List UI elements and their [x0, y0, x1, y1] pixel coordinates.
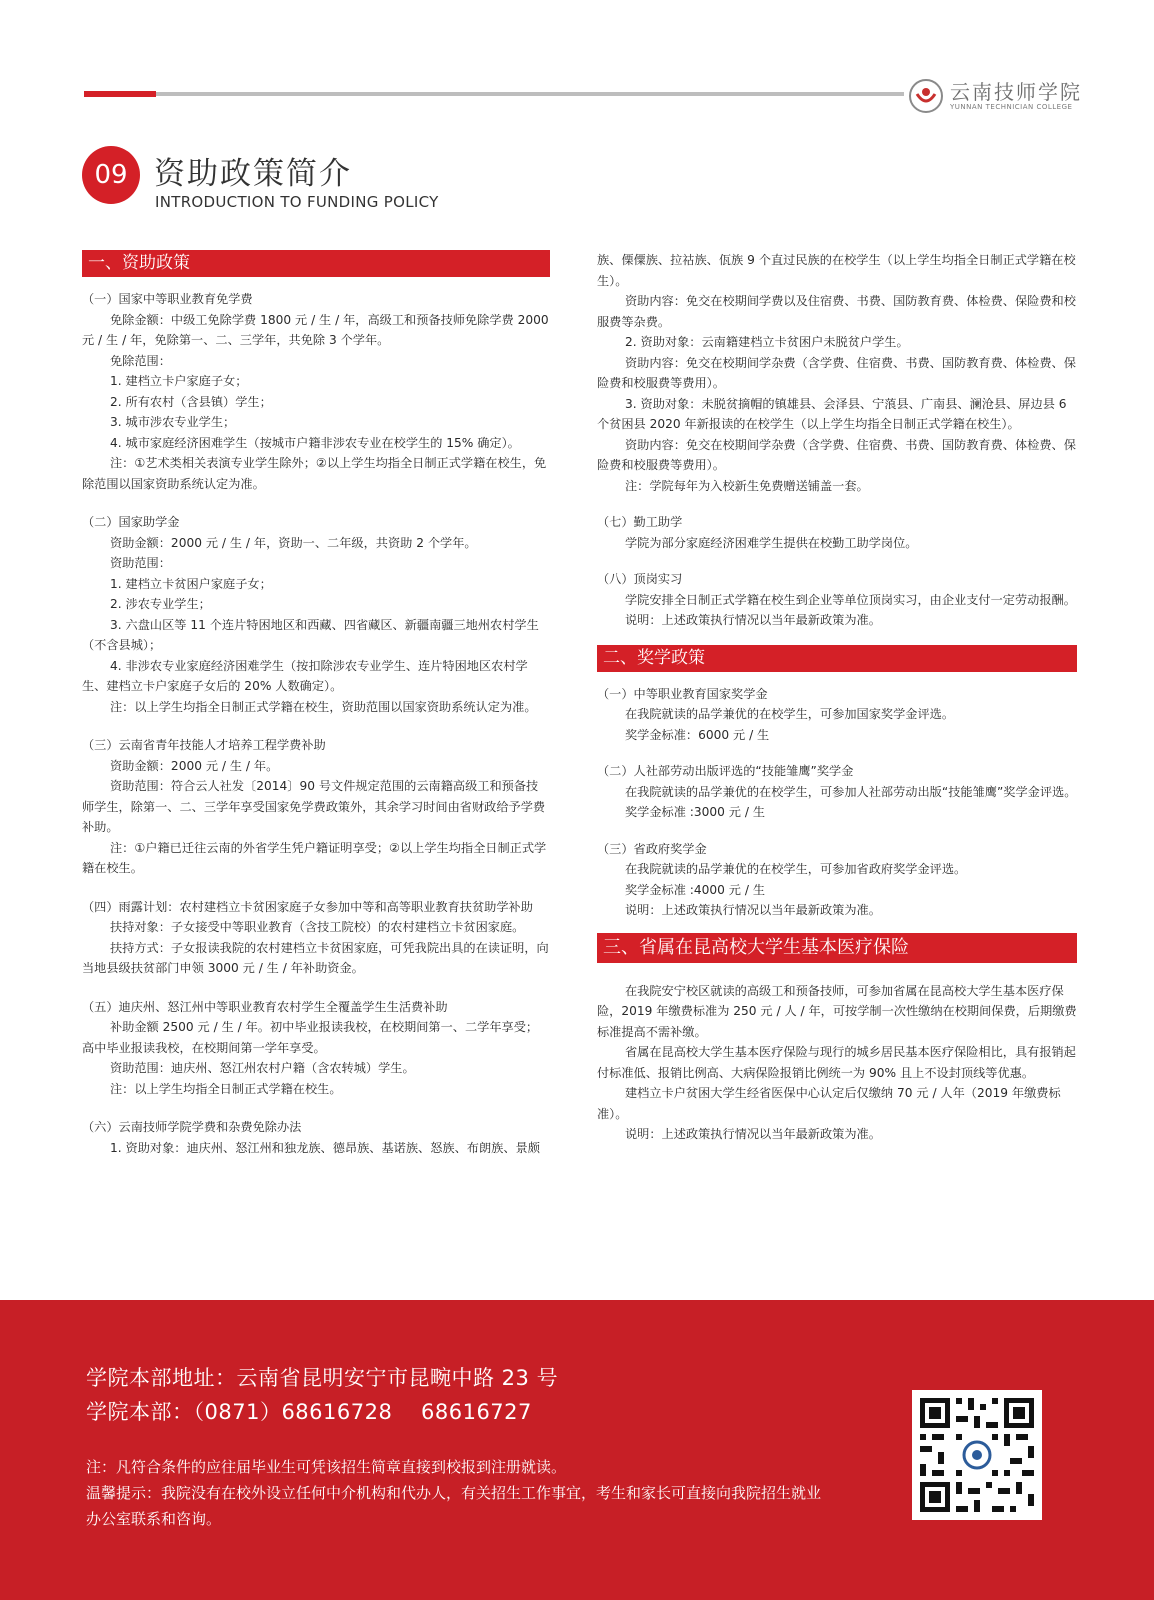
header-accent-bar [84, 91, 156, 97]
scholarship-amount: 奖学金标准 :3000 元 / 生 [625, 805, 766, 819]
policy-note: 注：①艺术类相关表演专业学生除外；②以上学生均指全日制正式学籍在校生，免除范围以国家资助系统认定为准。 [82, 456, 547, 491]
policy-text: 扶持对象：子女接受中等职业教育（含技工院校）的农村建档立卡贫困家庭。 [110, 920, 525, 934]
policy-block-2 [82, 512, 550, 717]
scholarship-text: 在我院就读的品学兼优的在校学生，可参加省政府奖学金评选。 [625, 862, 967, 876]
policy-text: 资助内容：免交在校期间学杂费（含学费、住宿费、书费、国防教育费、体检费、保险费和校服费等费用）。 [597, 437, 1076, 472]
scholarship-block-1 [597, 684, 1077, 746]
policy-text: 扶持方式：子女报读我院的农村建档立卡贫困家庭，可凭我院出具的在读证明，向当地县级扶贫部门申领 3000 元 / 生 / 年补助资金。 [82, 940, 549, 975]
policy-text: 免除范围： [110, 353, 171, 368]
policy-block-4 [82, 897, 550, 979]
policy-text: 3. 六盘山区等 11 个连片特困地区和西藏、四省藏区、新疆南疆三地州农村学生（不含县城）； [82, 617, 539, 652]
section-heading-funding: 一、资助政策 [82, 250, 550, 277]
policy-block-1 [82, 289, 550, 494]
policy-block-3 [82, 735, 550, 879]
scholarship-amount: 奖学金标准：6000 元 / 生 [625, 727, 770, 742]
scholarship-text: 在我院就读的品学兼优的在校学生，可参加人社部劳动出版“技能雏鹰”奖学金评选。 [625, 784, 1077, 799]
scholarship-note: 说明：上述政策执行情况以当年最新政策为准。 [625, 903, 881, 917]
policy-text: 1. 资助对象：迪庆州、怒江州和独龙族、德昂族、基诺族、怒族、布朗族、景颇 [110, 1140, 540, 1155]
policy-text: 1. 建档立卡贫困户家庭子女； [110, 576, 272, 591]
policy-title: （八）顶岗实习 [597, 572, 683, 586]
policy-title: （三）云南省青年技能人才培养工程学费补助 [82, 738, 326, 752]
policy-text: 2. 涉农专业学生； [110, 597, 211, 611]
warm-reminder: 温馨提示：我院没有在校外设立任何中介机构和代办人，有关招生工作事宜，考生和家长可直接向我院招生就业办公室联系和咨询。 [86, 1484, 822, 1528]
section-number-badge: 09 [82, 146, 140, 204]
header-rule [156, 92, 904, 96]
policy-title: （四）雨露计划：农村建档立卡贫困家庭子女参加中等和高等职业教育扶贫助学补助 [82, 899, 533, 914]
policy-text: 学院安排全日制正式学籍在校生到企业等单位顶岗实习，由企业支付一定劳动报酬。 [625, 592, 1076, 607]
policy-text: 族、傈僳族、拉祜族、佤族 9 个直过民族的在校学生（以上学生均指全日制正式学籍在校生）。 [597, 253, 1076, 288]
insurance-text: 建档立卡户贫困大学生经省医保中心认定后仅缴纳 70 元 / 人年（2019 年缴费标准）。 [597, 1086, 1061, 1121]
policy-block-6 [82, 1117, 550, 1158]
policy-block-7 [597, 512, 1077, 553]
policy-text: 补助金额 2500 元 / 生 / 年。初中毕业报读我校，在校期间第一、二学年享受；高中毕业报读我校，在校期间第一学年享受。 [82, 1020, 539, 1055]
policy-text: 2. 资助对象：云南籍建档立卡贫困户未脱贫户学生。 [625, 335, 909, 349]
scholarship-text: 在我院就读的品学兼优的在校学生，可参加国家奖学金评选。 [625, 707, 955, 721]
policy-title: （五）迪庆州、怒江州中等职业教育农村学生全覆盖学生生活费补助 [82, 999, 448, 1014]
college-logo [908, 76, 1088, 116]
scholarship-title: （三）省政府奖学金 [597, 841, 707, 856]
policy-note: 注：学院每年为入校新生免费赠送铺盖一套。 [625, 478, 869, 493]
college-emblem-icon [908, 78, 944, 114]
policy-block-8 [597, 569, 1077, 631]
policy-text: 资助范围： [110, 556, 171, 570]
policy-title: （二）国家助学金 [82, 515, 180, 529]
policy-block-5 [82, 997, 550, 1100]
scholarship-title: （一）中等职业教育国家奖学金 [597, 686, 768, 701]
policy-text: 资助金额：2000 元 / 生 / 年，资助一、二年级，共资助 2 个学年。 [110, 535, 477, 550]
policy-text: 资助内容：免交在校期间学杂费（含学费、住宿费、书费、国防教育费、体检费、保险费和校服费等费用）。 [597, 355, 1076, 390]
section-heading-medical-insurance: 三、省属在昆高校大学生基本医疗保险 [597, 933, 1077, 963]
insurance-block [597, 981, 1077, 1145]
policy-text: 资助范围：迪庆州、怒江州农村户籍（含农转城）学生。 [110, 1061, 415, 1075]
policy-text: 学院为部分家庭经济困难学生提供在校勤工助学岗位。 [625, 535, 918, 550]
right-column [597, 250, 1077, 1145]
policy-text: 1. 建档立卡户家庭子女； [110, 374, 248, 388]
scholarship-title: （二）人社部劳动出版评选的“技能雏鹰”奖学金 [597, 764, 854, 778]
section-heading-scholarship: 二、奖学政策 [597, 645, 1077, 672]
campus-address: 学院本部地址：云南省昆明安宁市昆畹中路 23 号 [86, 1366, 559, 1390]
policy-note: 注：以上学生均指全日制正式学籍在校生。 [110, 1081, 342, 1096]
scholarship-block-3 [597, 839, 1077, 921]
policy-title: （一）国家中等职业教育免学费 [82, 292, 253, 306]
policy-text: 资助范围：符合云人社发〔2014〕90 号文件规定范围的云南籍高级工和预备技师学生，除第一、二、三学年享受国家免学费政策外，其余学习时间由省财政给予学费补助。 [82, 779, 546, 834]
enrollment-note: 注：凡符合条件的应往届毕业生可凭该招生简章直接到校报到注册就读。 [86, 1458, 567, 1476]
policy-text: 资助金额：2000 元 / 生 / 年。 [110, 758, 279, 773]
policy-text: 3. 资助对象：未脱贫摘帽的镇雄县、会泽县、宁蒗县、广南县、澜沧县、屏边县 6 个贫困县 2020 年新报读的在校学生（以上学生均指全日制正式学籍在校生）。 [597, 396, 1067, 431]
policy-title: （六）云南技师学院学费和杂费免除办法 [82, 1120, 302, 1134]
policy-text: 免除金额：中级工免除学费 1800 元 / 生 / 年，高级工和预备技师免除学费 2000 元 / 生 / 年，免除第一、二、三学年，共免除 3 个学年。 [82, 312, 549, 347]
policy-text: 2. 所有农村（含县镇）学生； [110, 394, 272, 409]
left-column [82, 250, 550, 1158]
insurance-note: 说明：上述政策执行情况以当年最新政策为准。 [625, 1127, 881, 1141]
policy-text: 4. 城市家庭经济困难学生（按城市户籍非涉农专业在校学生的 15% 确定）。 [110, 435, 520, 450]
policy-note: 注：以上学生均指全日制正式学籍在校生，资助范围以国家资助系统认定为准。 [110, 699, 537, 714]
qr-code-icon [912, 1390, 1042, 1520]
scholarship-amount: 奖学金标准 :4000 元 / 生 [625, 882, 766, 897]
policy-title: （七）勤工助学 [597, 515, 683, 529]
insurance-text: 在我院安宁校区就读的高级工和预备技师，可参加省属在昆高校大学生基本医疗保险，2019 年缴费标准为 250 元 / 人 / 年，可按学制一次性缴纳在校期间保费，后期缴费标准提高不需补缴。 [597, 983, 1077, 1039]
policy-note: 说明：上述政策执行情况以当年最新政策为准。 [625, 613, 881, 627]
policy-text: 4. 非涉农专业家庭经济困难学生（按扣除涉农专业学生、连片特困地区农村学生、建档立卡户家庭子女后的 20% 人数确定）。 [82, 658, 528, 693]
logo-name-en: YUNNAN TECHNICIAN COLLEGE [950, 103, 1073, 111]
logo-name-cn: 云南技师学院 [950, 80, 1082, 104]
campus-phone: 学院本部：（0871）68616728 68616727 [86, 1400, 532, 1424]
page-subtitle: INTRODUCTION TO FUNDING POLICY [155, 193, 439, 211]
footer-contact-panel [0, 1300, 1154, 1600]
policy-note: 注：①户籍已迁往云南的外省学生凭户籍证明享受；②以上学生均指全日制正式学籍在校生。 [82, 840, 547, 875]
page-title: 资助政策简介 [154, 156, 352, 192]
scholarship-block-2 [597, 761, 1077, 823]
policy-text: 资助内容：免交在校期间学费以及住宿费、书费、国防教育费、体检费、保险费和校服费等杂费。 [597, 294, 1076, 329]
insurance-text: 省属在昆高校大学生基本医疗保险与现行的城乡居民基本医疗保险相比，具有报销起付标准低、报销比例高、大病保险报销比例统一为 90% 且上不设封顶线等优惠。 [597, 1045, 1076, 1080]
policy-text: 3. 城市涉农专业学生； [110, 415, 236, 429]
policy-block-6-continued [597, 250, 1077, 496]
